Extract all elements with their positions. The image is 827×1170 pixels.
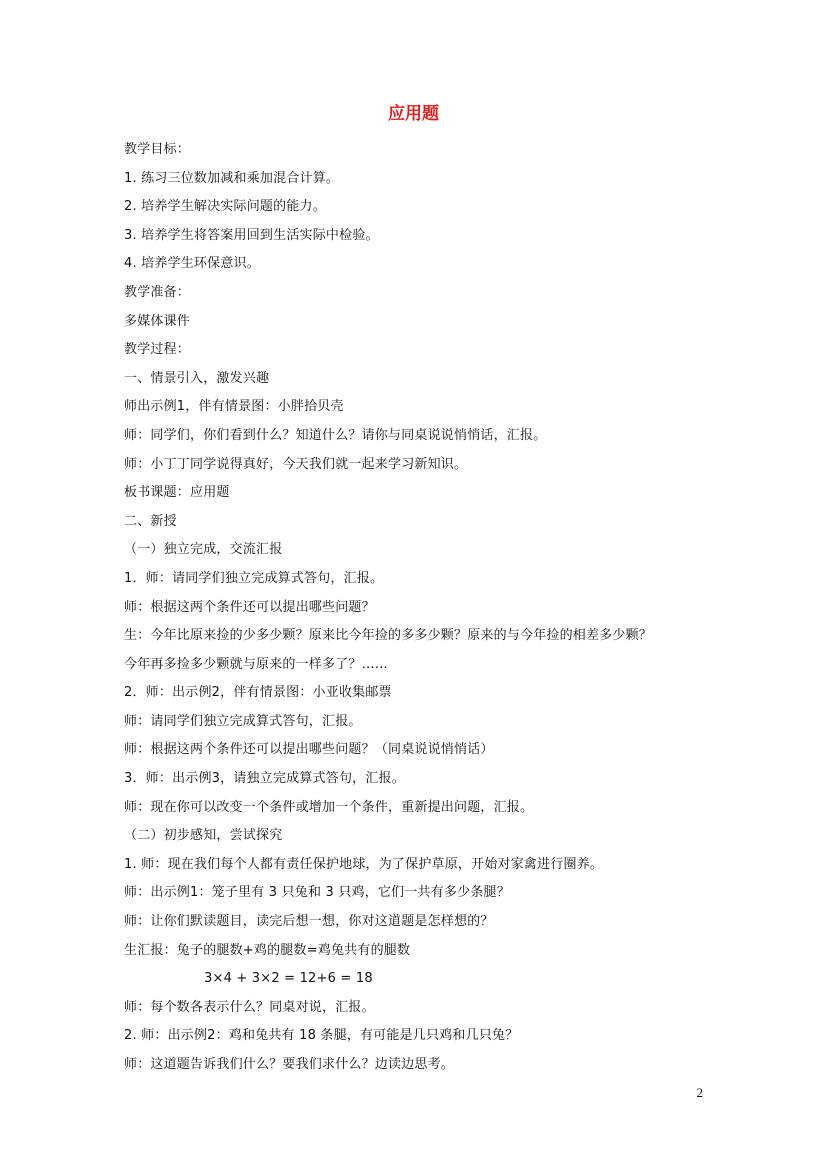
- document-title: 应用题: [388, 104, 439, 124]
- paragraph: 师：出示例1：笼子里有 3 只兔和 3 只鸡，它们一共有多少条腿？: [124, 885, 510, 901]
- section-heading: 二、新授: [124, 513, 177, 529]
- paragraph: 生：今年比原来捡的少多少颗？原来比今年捡的多多少颗？原来的与今年捡的相差多少颗？: [124, 628, 653, 644]
- paragraph: 3．师：出示例3，请独立完成算式答句，汇报。: [124, 771, 405, 787]
- paragraph: 1．师：请同学们独立完成算式答句，汇报。: [124, 570, 384, 586]
- paragraph: 生汇报：兔子的腿数+鸡的腿数=鸡兔共有的腿数: [124, 942, 411, 958]
- objective-item: 4. 培养学生环保意识。: [124, 256, 260, 272]
- subsection-heading: （二）初步感知，尝试探究: [124, 828, 283, 844]
- paragraph: 师出示例1，伴有情景图：小胖拾贝壳: [124, 399, 344, 415]
- section-heading: 教学过程：: [124, 342, 191, 358]
- paragraph: 师：小丁丁同学说得真好，今天我们就一起来学习新知识。: [124, 456, 468, 472]
- objective-item: 2. 培养学生解决实际问题的能力。: [124, 199, 326, 215]
- objective-item: 1. 练习三位数加减和乘加混合计算。: [124, 170, 340, 186]
- paragraph: 师：根据这两个条件还可以提出哪些问题？: [124, 599, 375, 615]
- section-heading: 教学目标：: [124, 142, 191, 157]
- page-number: 2: [696, 1085, 703, 1100]
- paragraph: 师：这道题告诉我们什么？要我们求什么？边读边思考。: [124, 1057, 455, 1072]
- paragraph: 多媒体课件: [124, 313, 191, 329]
- section-heading: 教学准备：: [124, 284, 191, 300]
- document-body: [124, 136, 724, 1080]
- paragraph: 板书课题：应用题: [124, 485, 230, 501]
- paragraph: 师：每个数各表示什么？同桌对说，汇报。: [124, 999, 375, 1015]
- paragraph: 2．师：出示例2，伴有情景图：小亚收集邮票: [124, 685, 392, 701]
- paragraph: 师：根据这两个条件还可以提出哪些问题？（同桌说说悄悄话）: [124, 742, 494, 758]
- paragraph: 师：同学们，你们看到什么？知道什么？请你与同桌说说悄悄话，汇报。: [124, 427, 547, 443]
- formula-line: 3×4 + 3×2 = 12+6 = 18: [204, 971, 373, 987]
- paragraph: 1. 师：现在我们每个人都有责任保护地球，为了保护草原，开始对家禽进行圈养。: [124, 856, 604, 872]
- paragraph: 2. 师：出示例2：鸡和兔共有 18 条腿，有可能是几只鸡和几只兔？: [124, 1028, 519, 1044]
- subsection-heading: （一）独立完成，交流汇报: [124, 542, 283, 558]
- paragraph: 师：让你们默读题目，读完后想一想，你对这道题是怎样想的？: [124, 914, 494, 930]
- paragraph: 师：请同学们独立完成算式答句，汇报。: [124, 713, 362, 729]
- paragraph: 师：现在你可以改变一个条件或增加一个条件，重新提出问题，汇报。: [124, 799, 534, 815]
- section-heading: 一、情景引入，激发兴趣: [124, 370, 270, 386]
- paragraph: 今年再多捡多少颗就与原来的一样多了？……: [124, 656, 389, 672]
- objective-item: 3. 培养学生将答案用回到生活实际中检验。: [124, 227, 379, 243]
